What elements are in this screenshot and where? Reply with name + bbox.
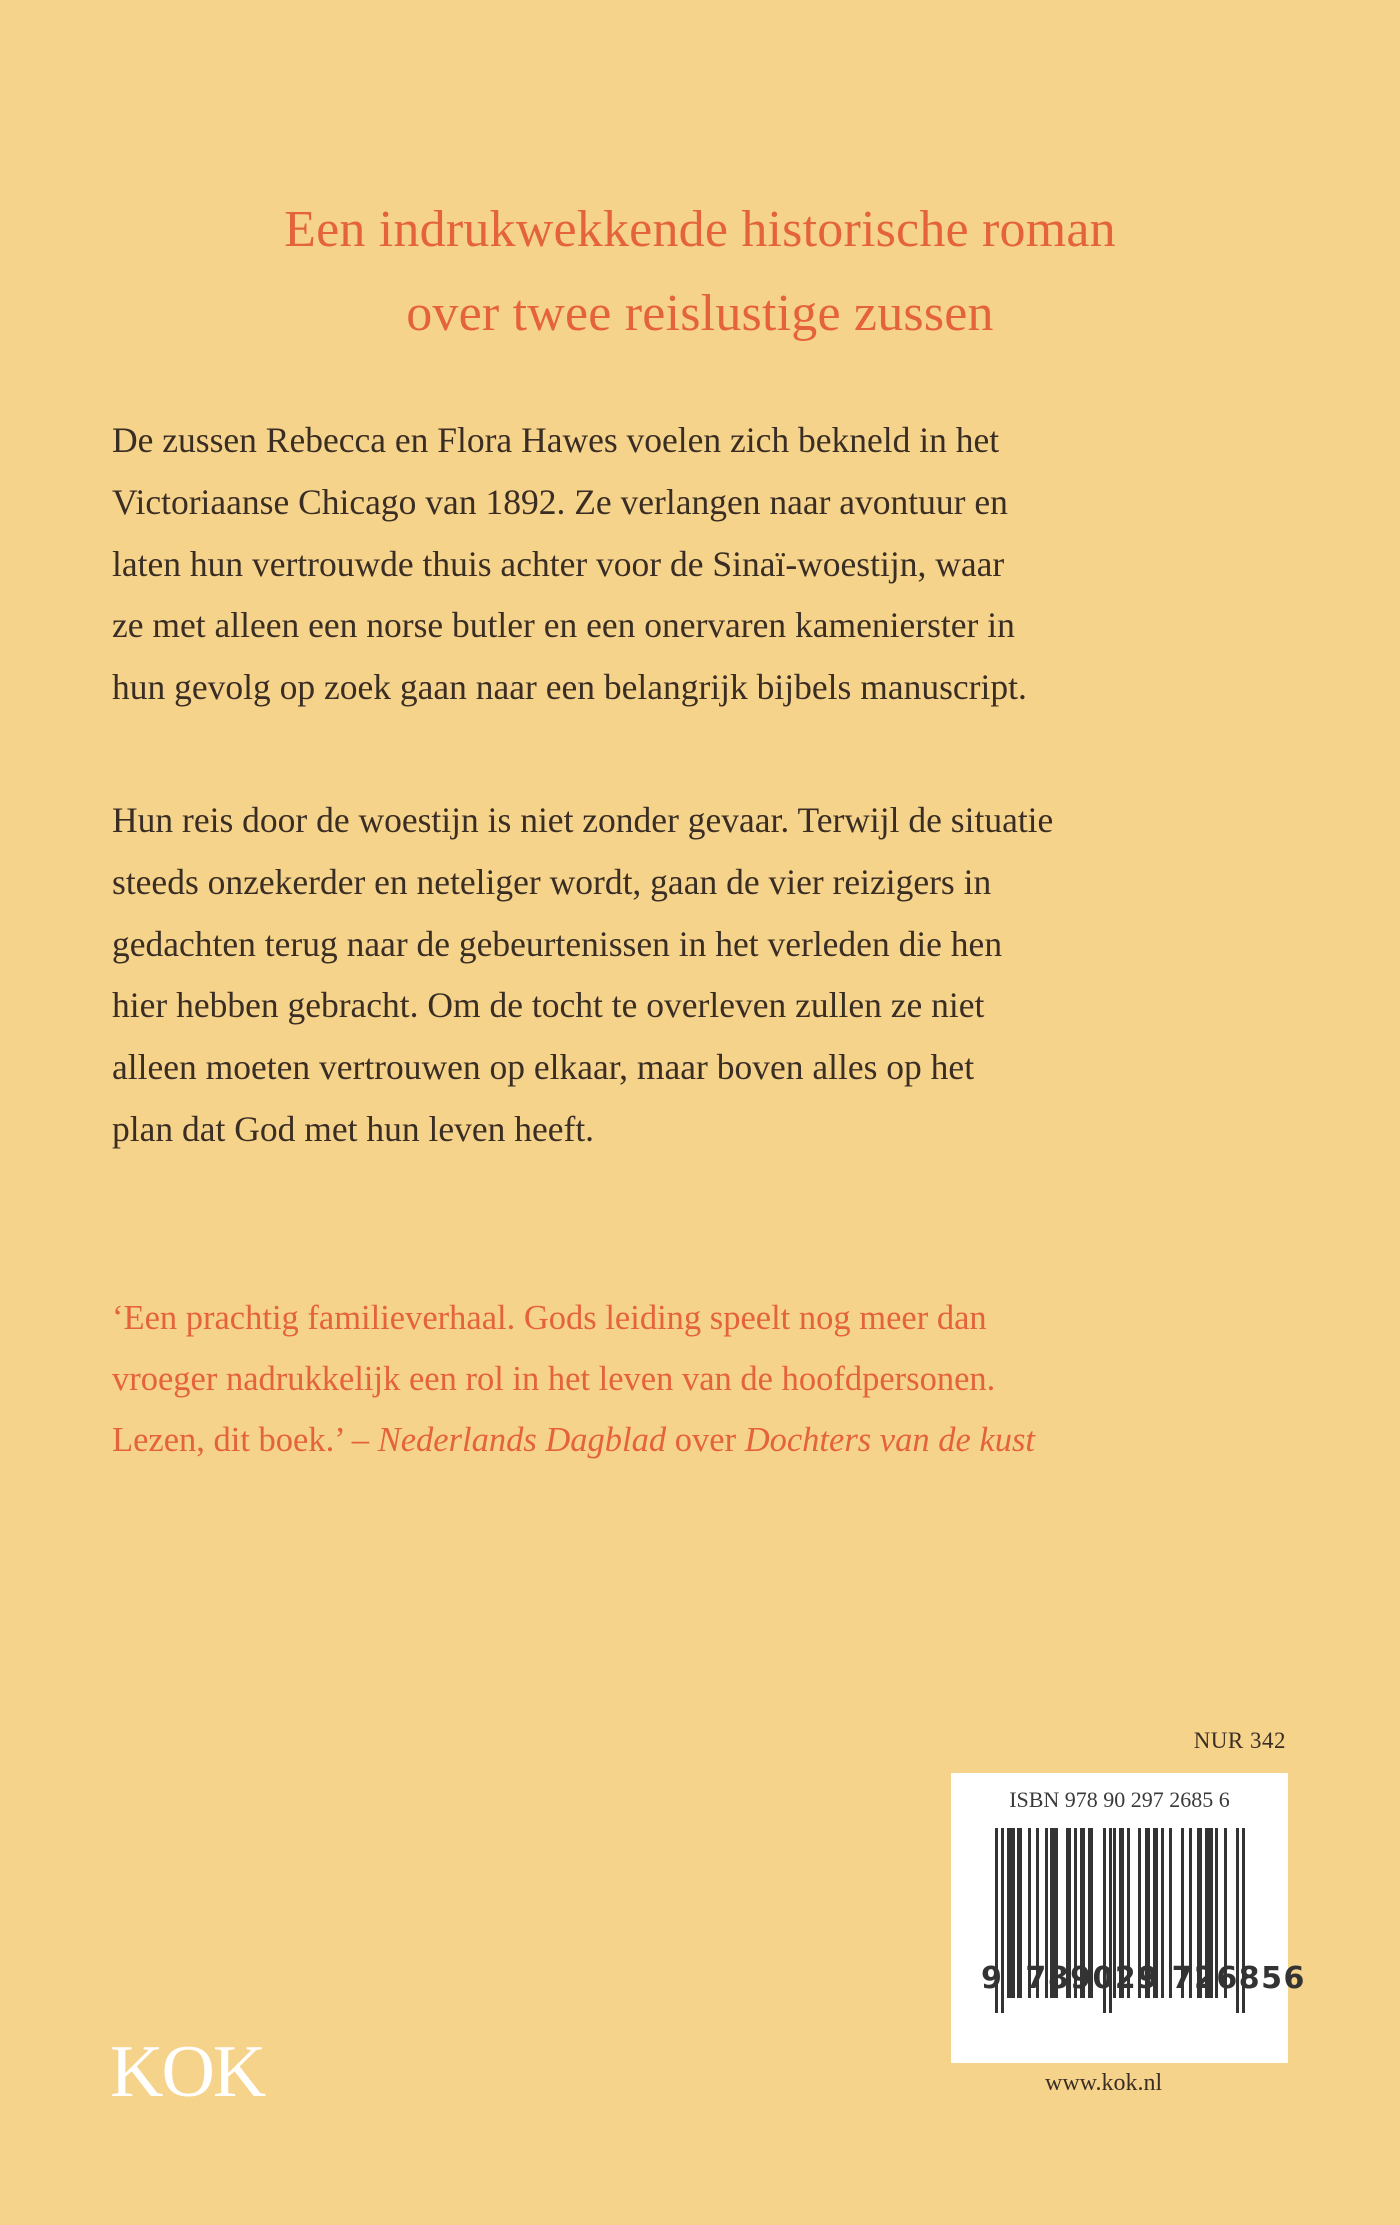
headline-line-2: over twee reislustige zussen [406,285,994,342]
review-quote [112,1288,1292,1471]
barcode-digits-left: 789029 [1025,1961,1160,1996]
publisher-logo: KOK [110,2031,265,2113]
blurb-line: hier hebben gebracht. Om de tocht te overleven zullen ze niet [112,985,985,1026]
barcode-digits [981,1961,1306,1996]
blurb-line: steeds onzekerder en neteliger wordt, gaan de vier reizigers in [112,861,992,902]
review-text-end: Lezen, dit boek.’ – [112,1421,378,1459]
isbn-barcode-box [951,1773,1306,2063]
isbn-label: ISBN 978 90 297 2685 6 [1009,1787,1230,1812]
blurb-line: plan dat God met hun leven heeft. [112,1108,595,1149]
review-line-3 [112,1410,1292,1471]
review-source: Nederlands Dagblad [377,1421,667,1459]
barcode-digits-right: 726856 [1171,1961,1306,1996]
publisher-url: www.kok.nl [1045,2070,1163,2096]
blurb-line: hun gevolg op zoek gaan naar een belangrijk bijbels manuscript. [112,667,1027,708]
blurb-line: gedachten terug naar de gebeurtenissen in het verleden die hen [112,923,1003,964]
blurb-line: alleen moeten vertrouwen op elkaar, maar boven alles op het [112,1047,975,1088]
review-connector: over [666,1421,745,1459]
nur-code: NUR 342 [1193,1728,1286,1753]
blurb-line: Victoriaanse Chicago van 1892. Ze verlangen naar avontuur en [112,481,1008,522]
blurb-line: Hun reis door de woestijn is niet zonder gevaar. Terwijl de situatie [112,800,1054,840]
review-line-1: ‘Een prachtig familieverhaal. Gods leiding speelt nog meer dan [112,1299,987,1337]
review-line-2: vroeger nadrukkelijk een rol in het leven van de hoofdpersonen. [112,1360,996,1398]
headline [0,188,1400,356]
barcode-digit-first: 9 [981,1961,1004,1996]
blurb-line: ze met alleen een norse butler en een onervaren kamenierster in [112,605,1015,646]
blurb-line: laten hun vertrouwde thuis achter voor de Sinaï-woestijn, waar [112,543,1005,584]
blurb-paragraph-1 [112,410,1292,719]
headline-line-1: Een indrukwekkende historische roman [284,201,1116,258]
review-book-title: Dochters van de kust [744,1421,1036,1459]
blurb-line: De zussen Rebecca en Flora Hawes voelen zich bekneld in het [112,420,1000,460]
blurb-paragraph-2 [112,790,1292,1161]
